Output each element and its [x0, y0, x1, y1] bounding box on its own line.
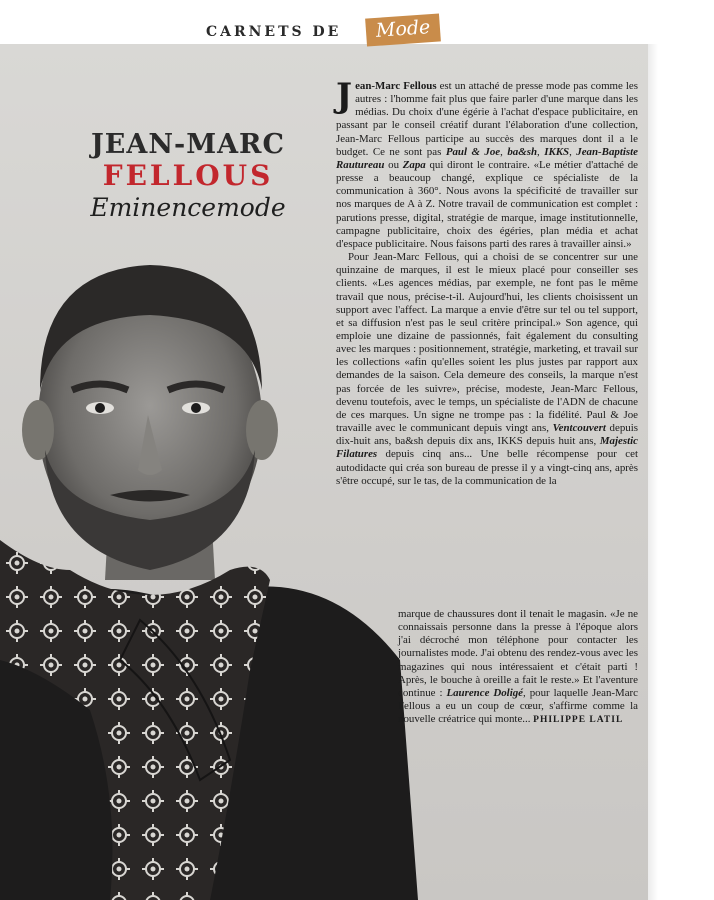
article-body-lower: [398, 608, 638, 727]
title-first-name: JEAN-MARC: [91, 129, 285, 160]
brand-majestic: Majestic Filatures: [336, 435, 638, 461]
paragraph-1-text-b: qui diront le contraire. «Le métier d'attaché de presse a beaucoup changé, explique ce spécialiste de la communication à 360°. Nous avons la spécificité de travailler sur nos marques de A à Z. Notre travail de communication est complet : parutions presse, digital, stratégie de marque, image institutionnelle, campagne publicitaire, choix des égéries, plan média et achat d'espace publicitaire. Nous faisons parti des rares à travailler ainsi.»: [336, 158, 638, 250]
article-body: [336, 76, 638, 488]
page-margin: [648, 44, 714, 900]
paragraph-3: marque de chaussures dont il tenait le magasin. «Je ne connaissais personne dans la presse à l'époque alors j'ai décroché mon téléphone pour contacter les journalistes mode. J'ai obtenu des rendez-vous avec les magazines qui nous intéressaient et c'était parti ! Après, le bouche à oreille a fait le reste.» Et l'aventure continue : Laurence Doligé, pour laquelle Jean-Marc Fellous a eu un coup de cœur, s'affirme comme la nouvelle créatrice qui monte... PHILIPPE LATIL: [398, 608, 638, 726]
brand-ventcouvert: Ventcouvert: [552, 422, 606, 435]
lead-name: ean-Marc Fellous: [355, 80, 437, 92]
brand-paul-joe: Paul & Joe: [445, 145, 501, 158]
brand-ikks: IKKS: [544, 145, 570, 158]
brand-rautureau: Jean-Baptiste Rautureau: [336, 145, 638, 171]
paragraph-2: Pour Jean-Marc Fellous, qui a choisi de se concentrer sur une quinzaine de marques, il est le mieux placé pour conseiller ses clients. «Les agences médias, par exemple, ne font pas le même travail que nous, précise-t-il. Aujourd'hui, les clients choisissent un support avec l'affect. La marque a envie d'être sur tel ou tel support, et sa diffusion n'est pas le seul critère principal.» Son agence, qui emploie une dizaine de passionnés, fait également du consulting avec les marques : positionnement, stratégie, marketing, et travail sur les collections «afin qu'elles soient les plus justes par rapport aux demandes de la saison. Cela demeure des conseils, la marque n'est pas forcée de les suivre», précise, modeste, Jean-Marc Fellous, devenu toutefois, avec le temps, un spécialiste de l'ADN de chacune de ces marques. Un signe ne trompe pas : la fidélité. Paul & Joe travaille avec le communicant depuis vingt ans, Ventcouvert depuis dix-huit ans, ba&sh depuis dix ans, IKKS depuis huit ans, Majestic Filatures depuis cinq ans... Une belle récompense pour cet autodidacte qui créa son bureau de presse il y a vingt-cinq ans, après s'être occupé, sur le tas, de la communication de la: [336, 251, 638, 487]
paragraph-1-text-a: est un attaché de presse mode pas comme les autres : l'homme fait plus que faire parler d'une marque dans les médias. Du choix d'une égérie à l'achat d'espace publicitaire, en passant par le conseil créatif durant l'élaboration d'une collection, Jean-Marc Fellous participe au succès des marques dont il a le budget. Ce ne sont pas: [336, 80, 638, 158]
brand-laurence-dolige: Laurence Doligé: [446, 686, 524, 699]
article-title: [48, 130, 328, 224]
title-subtitle: Eminencemode: [90, 193, 286, 222]
section-kicker: CARNETS DE: [206, 24, 342, 40]
brand-zapa: Zapa: [402, 158, 426, 171]
author-signature: PHILIPPE LATIL: [533, 715, 624, 726]
drop-cap: J: [336, 76, 353, 116]
section-tag: Mode: [365, 13, 441, 46]
section-header: [200, 14, 460, 50]
title-last-name: FELLOUS: [102, 159, 274, 192]
paragraph-1: Jean-Marc Fellous est un attaché de presse mode pas comme les autres : l'homme fait plus que faire parler d'une marque dans les médias. Du choix d'une égérie à l'achat d'espace publicitaire, en passant par le conseil créatif durant l'élaboration d'une collection, Jean-Marc Fellous participe au succès des marques dont il a le budget. Ce ne sont pas Paul & Joe, ba&sh, IKKS, Jean-Baptiste Rautureau ou Zapa qui diront le contraire. «Le métier d'attaché de presse a beaucoup changé, explique ce spécialiste de la communication à 360°. Nous avons la spécificité de travailler sur nos marques de A à Z. Notre travail de communication est complet : parutions presse, digital, stratégie de marque, image institutionnelle, campagne publicitaire, choix des égéries, plan média et achat d'espace publicitaire. Nous faisons parti des rares à travailler ainsi.»: [336, 76, 638, 250]
brand-bash: ba&sh: [507, 145, 538, 158]
